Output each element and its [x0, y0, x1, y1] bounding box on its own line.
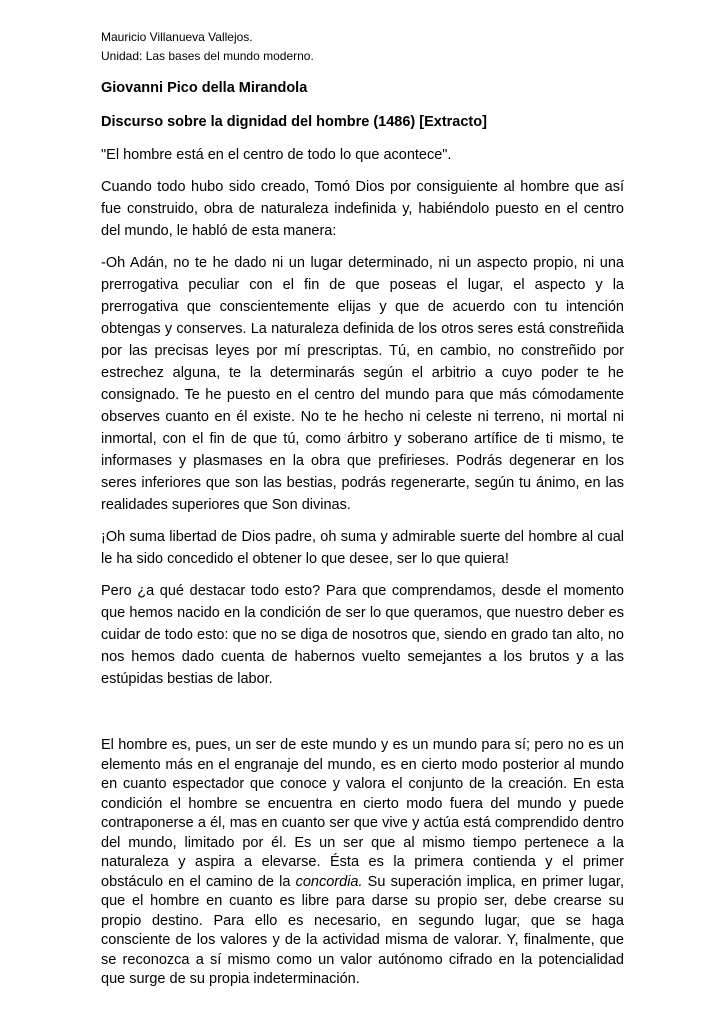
- paragraph-5-italic: concordia.: [295, 873, 363, 890]
- header-author-name: Mauricio Villanueva Vallejos.: [101, 30, 253, 44]
- paragraph-5: [101, 736, 624, 990]
- text-author: Giovanni Pico della Mirandola: [101, 80, 308, 96]
- paragraph-quote: "El hombre está en el centro de todo lo que acontece".: [101, 147, 452, 163]
- text-title: Discurso sobre la dignidad del hombre (1486) [Extracto]: [101, 114, 487, 130]
- paragraph-5-part-2: Su superación implica, en primer lugar, que el hombre en cuanto es libre para darse su propio ser, debe crearse su propio destino. Para ello es necesario, en segundo lugar, que se haga consciente de los valores y de la actividad misma de valorar. Y, finalmente, que se reconozca a sí mismo como un valor autónomo cifrado en la potencialidad que surge de su propia indeterminación.: [101, 873, 624, 987]
- section-gap: [101, 700, 624, 736]
- paragraph-1: Cuando todo hubo sido creado, Tomó Dios por consiguiente al hombre que así fue construido, obra de naturaleza indefinida y, habiéndolo puesto en el centro del mundo, le habló de esta manera:: [101, 179, 624, 239]
- paragraph-5-part-1: El hombre es, pues, un ser de este mundo y es un mundo para sí; pero no es un elemento más en el engranaje del mundo, es en cierto modo posterior al mundo en cuanto espectador que conoce y valora el conjunto de la creación. En esta condición el hombre se encuentra en cierto modo fuera del mundo y puede contraponerse a él, mas en cuanto ser que vive y actúa está comprendido dentro del mundo, limitado por él. Es un ser que al mismo tiempo pertenece a la naturaleza y aspira a elevarse. Ésta es la primera contienda y el primer obstáculo en el camino de la: [101, 737, 624, 890]
- paragraph-3: ¡Oh suma libertad de Dios padre, oh suma y admirable suerte del hombre al cual le ha sido concedido el obtener lo que desee, ser lo que quiera!: [101, 529, 624, 567]
- document-page: [101, 28, 624, 990]
- paragraph-2: -Oh Adán, no te he dado ni un lugar determinado, ni un aspecto propio, ni una prerrogativa peculiar con el fin de que poseas el lugar, el aspecto y la prerrogativa que conscientemente elijas y que de acuerdo con tu intención obtengas y conserves. La naturaleza definida de los otros seres está constreñida por las precisas leyes por mí prescriptas. Tú, en cambio, no constreñido por estrechez alguna, te la determinarás según el arbitrio a cuyo poder te he consignado. Te he puesto en el centro del mundo para que más cómodamente observes cuanto en él existe. No te he hecho ni celeste ni terreno, ni mortal ni inmortal, con el fin de que tú, como árbitro y soberano artífice de ti mismo, te informases y plasmases en la obra que prefirieses. Podrás degenerar en los seres inferiores que son las bestias, podrás regenerarte, según tu ánimo, en las realidades superiores que Son divinas.: [101, 255, 624, 513]
- header-unit: Unidad: Las bases del mundo moderno.: [101, 49, 314, 63]
- document-header: [101, 28, 624, 66]
- paragraph-4: Pero ¿a qué destacar todo esto? Para que comprendamos, desde el momento que hemos nacido en la condición de ser lo que queramos, que nuestro deber es cuidar de todo esto: que no se diga de nosotros que, siendo en grado tan alto, no nos hemos dado cuenta de habernos vuelto semejantes a los brutos y a las estúpidas bestias de labor.: [101, 583, 624, 687]
